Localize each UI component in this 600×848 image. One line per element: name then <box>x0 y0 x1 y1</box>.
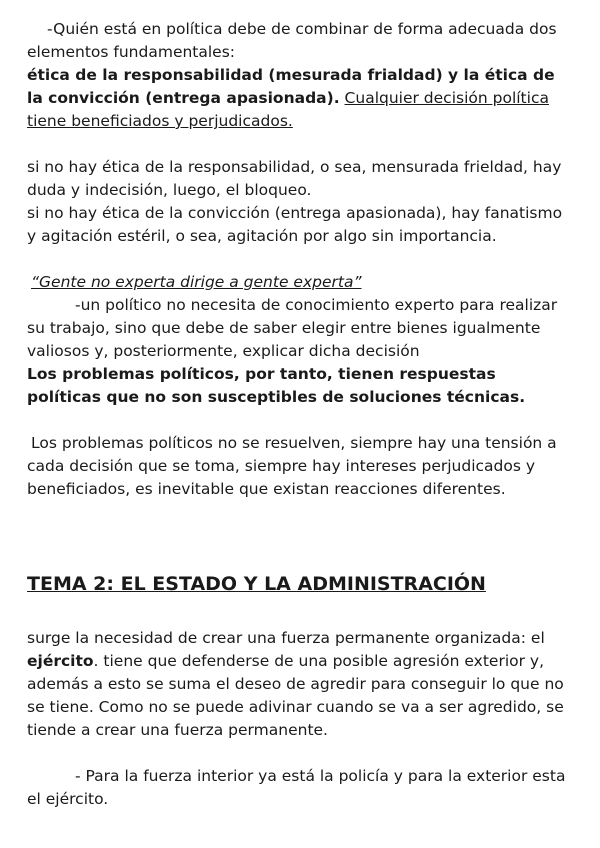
paragraph-tension <box>27 432 575 501</box>
spacer <box>27 248 575 271</box>
intro-text: -Quién está en política debe de combinar de forma adecuada dos elementos fundamentales: <box>27 20 557 61</box>
army-text-before: surge la necesidad de crear una fuerza permanente organizada: el <box>27 629 545 647</box>
paragraph-expert <box>27 294 575 363</box>
paragraph-ethics <box>27 64 575 133</box>
paragraph-police <box>27 765 575 811</box>
spacer <box>27 501 575 571</box>
tension-text: Los problemas políticos no se resuelven, siempre hay una tensión a cada decisión que se toma, siempre hay intereses perjudicados y beneficiados, es inevitable que existan reacciones diferentes. <box>27 434 557 498</box>
section-heading: TEMA 2: EL ESTADO Y LA ADMINISTRACIÓN <box>27 573 486 595</box>
paragraph-quote <box>27 271 575 294</box>
ethics-bold-text: ética de la responsabilidad (mesurada frialdad) y la ética de la convicción (entrega apasionada). <box>27 66 555 107</box>
army-text-after: . tiene que defenderse de una posible agresión exterior y, además a esto se suma el deseo de agredir para conseguir lo que no se tiene. Como no se puede adivinar cuando se va a ser agredido, se tiende a crear una fuerza permanente. <box>27 652 564 739</box>
army-bold-word: ejército <box>27 652 94 670</box>
spacer <box>27 133 575 156</box>
police-text: - Para la fuerza interior ya está la policía y para la exterior esta el ejército. <box>27 767 566 808</box>
ethics-underlined-text: Cualquier decisión política tiene beneficiados y perjudicados. <box>27 89 549 130</box>
spacer <box>27 409 575 432</box>
paragraph-responsibility: si no hay ética de la responsabilidad, o sea, mensurada frieldad, hay duda y indecisión, luego, el bloqueo. <box>27 158 562 199</box>
expert-text: -un político no necesita de conocimiento experto para realizar su trabajo, sino que debe de saber elegir entre bienes igualmente valiosos y, posteriormente, explicar dicha decisión <box>27 296 558 360</box>
document-page <box>27 18 575 811</box>
paragraph-conviction: si no hay ética de la convicción (entrega apasionada), hay fanatismo y agitación estéril, o sea, agitación por algo sin importancia. <box>27 204 563 245</box>
quote-text: “Gente no experta dirige a gente experta” <box>31 273 362 291</box>
paragraph-army <box>27 627 575 742</box>
paragraph-intro <box>27 18 575 64</box>
paragraph-political-problems: Los problemas políticos, por tanto, tienen respuestas políticas que no son susceptibles de soluciones técnicas. <box>27 365 526 406</box>
spacer <box>27 742 575 765</box>
spacer <box>27 597 575 627</box>
